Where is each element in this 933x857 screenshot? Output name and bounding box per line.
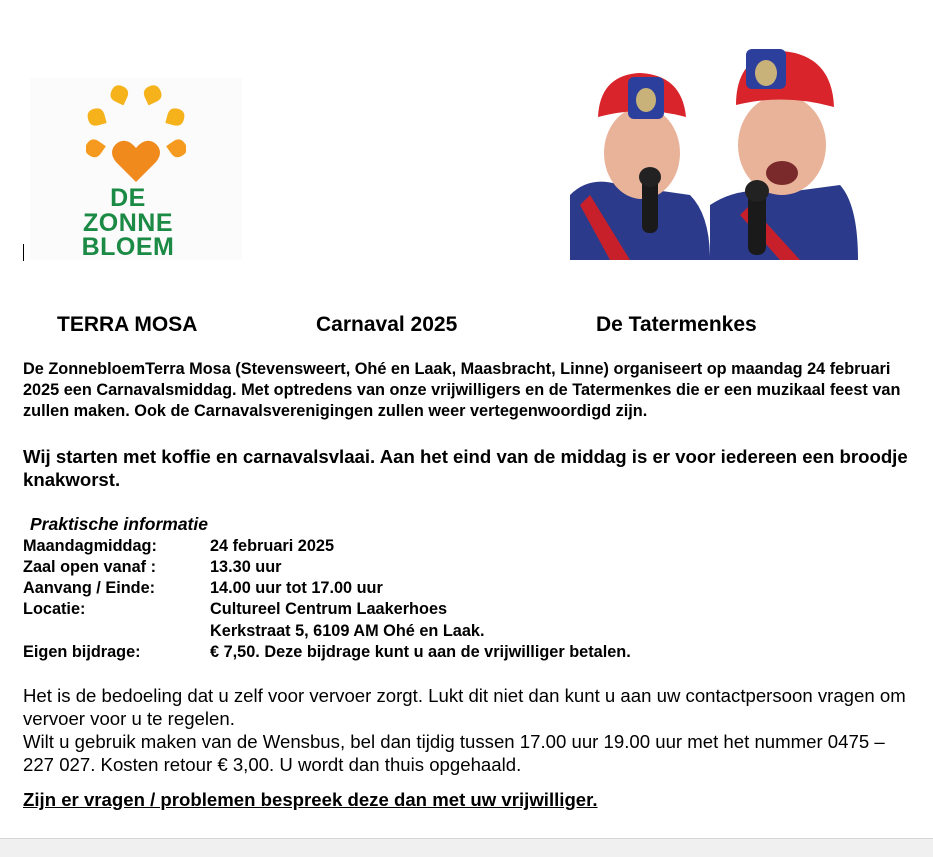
practical-info-heading: Praktische informatie [30,514,208,534]
info-value: 13.30 uur [210,558,282,576]
info-label: Aanvang / Einde: [23,579,156,597]
info-label: Maandagmiddag: [23,537,157,555]
info-label: Zaal open vanaf : [23,558,156,576]
intro-paragraph-2: Wij starten met koffie en carnavalsvlaai. Aan het eind van de middag is er voor iedereen een broodje knakworst. [23,446,908,490]
tatermenkes-photo [570,45,858,260]
window-bottom-bar [0,838,933,857]
info-label: Locatie: [23,600,86,618]
closing-line: Zijn er vragen / problemen bespreek deze dan met uw vrijwilliger. [23,789,598,810]
info-value: € 7,50. Deze bijdrage kunt u aan de vrijwilliger betalen. [210,643,631,661]
transport-paragraph: Het is de bedoeling dat u zelf voor vervoer zorgt. Lukt dit niet dan kunt u aan uw contactpersoon vragen om vervoer voor u te regelen. [23,685,906,729]
headline-tatermenkes: De Tatermenkes [596,313,757,336]
info-value: Cultureel Centrum Laakerhoes [210,600,448,618]
text-cursor [23,244,24,261]
info-value: 14.00 uur tot 17.00 uur [210,579,383,597]
headline-terra-mosa: TERRA MOSA [57,313,198,336]
logo-text-bloem: BLOEM [81,233,175,261]
intro-paragraph: De ZonnebloemTerra Mosa (Stevensweert, Ohé en Laak, Maasbracht, Linne) organiseert op maandag 24 februari 2025 een Carnavalsmiddag. Met optredens van onze vrijwilligers en de Tatermenkes die er een muzikaal feest van zullen maken. Ook de Carnavalsverenigingen zullen weer vertegenwoordigd zijn. [23,360,901,420]
performers-image-icon [570,45,858,260]
info-value: Kerkstraat 5, 6109 AM Ohé en Laak. [210,622,485,640]
zonnebloem-logo [30,78,242,260]
info-value: 24 februari 2025 [210,537,334,555]
headline-carnaval: Carnaval 2025 [316,313,458,336]
logo-text-de: DE [110,184,146,212]
sunflower-logo-icon [86,82,186,182]
logo-text-zonne: ZONNE [83,209,173,237]
info-label: Eigen bijdrage: [23,643,141,661]
wensbus-paragraph: Wilt u gebruik maken van de Wensbus, bel dan tijdig tussen 17.00 uur 19.00 uur met het nummer 0475 – 227 027. Kosten retour € 3,00. U wordt dan thuis opgehaald. [23,731,885,775]
